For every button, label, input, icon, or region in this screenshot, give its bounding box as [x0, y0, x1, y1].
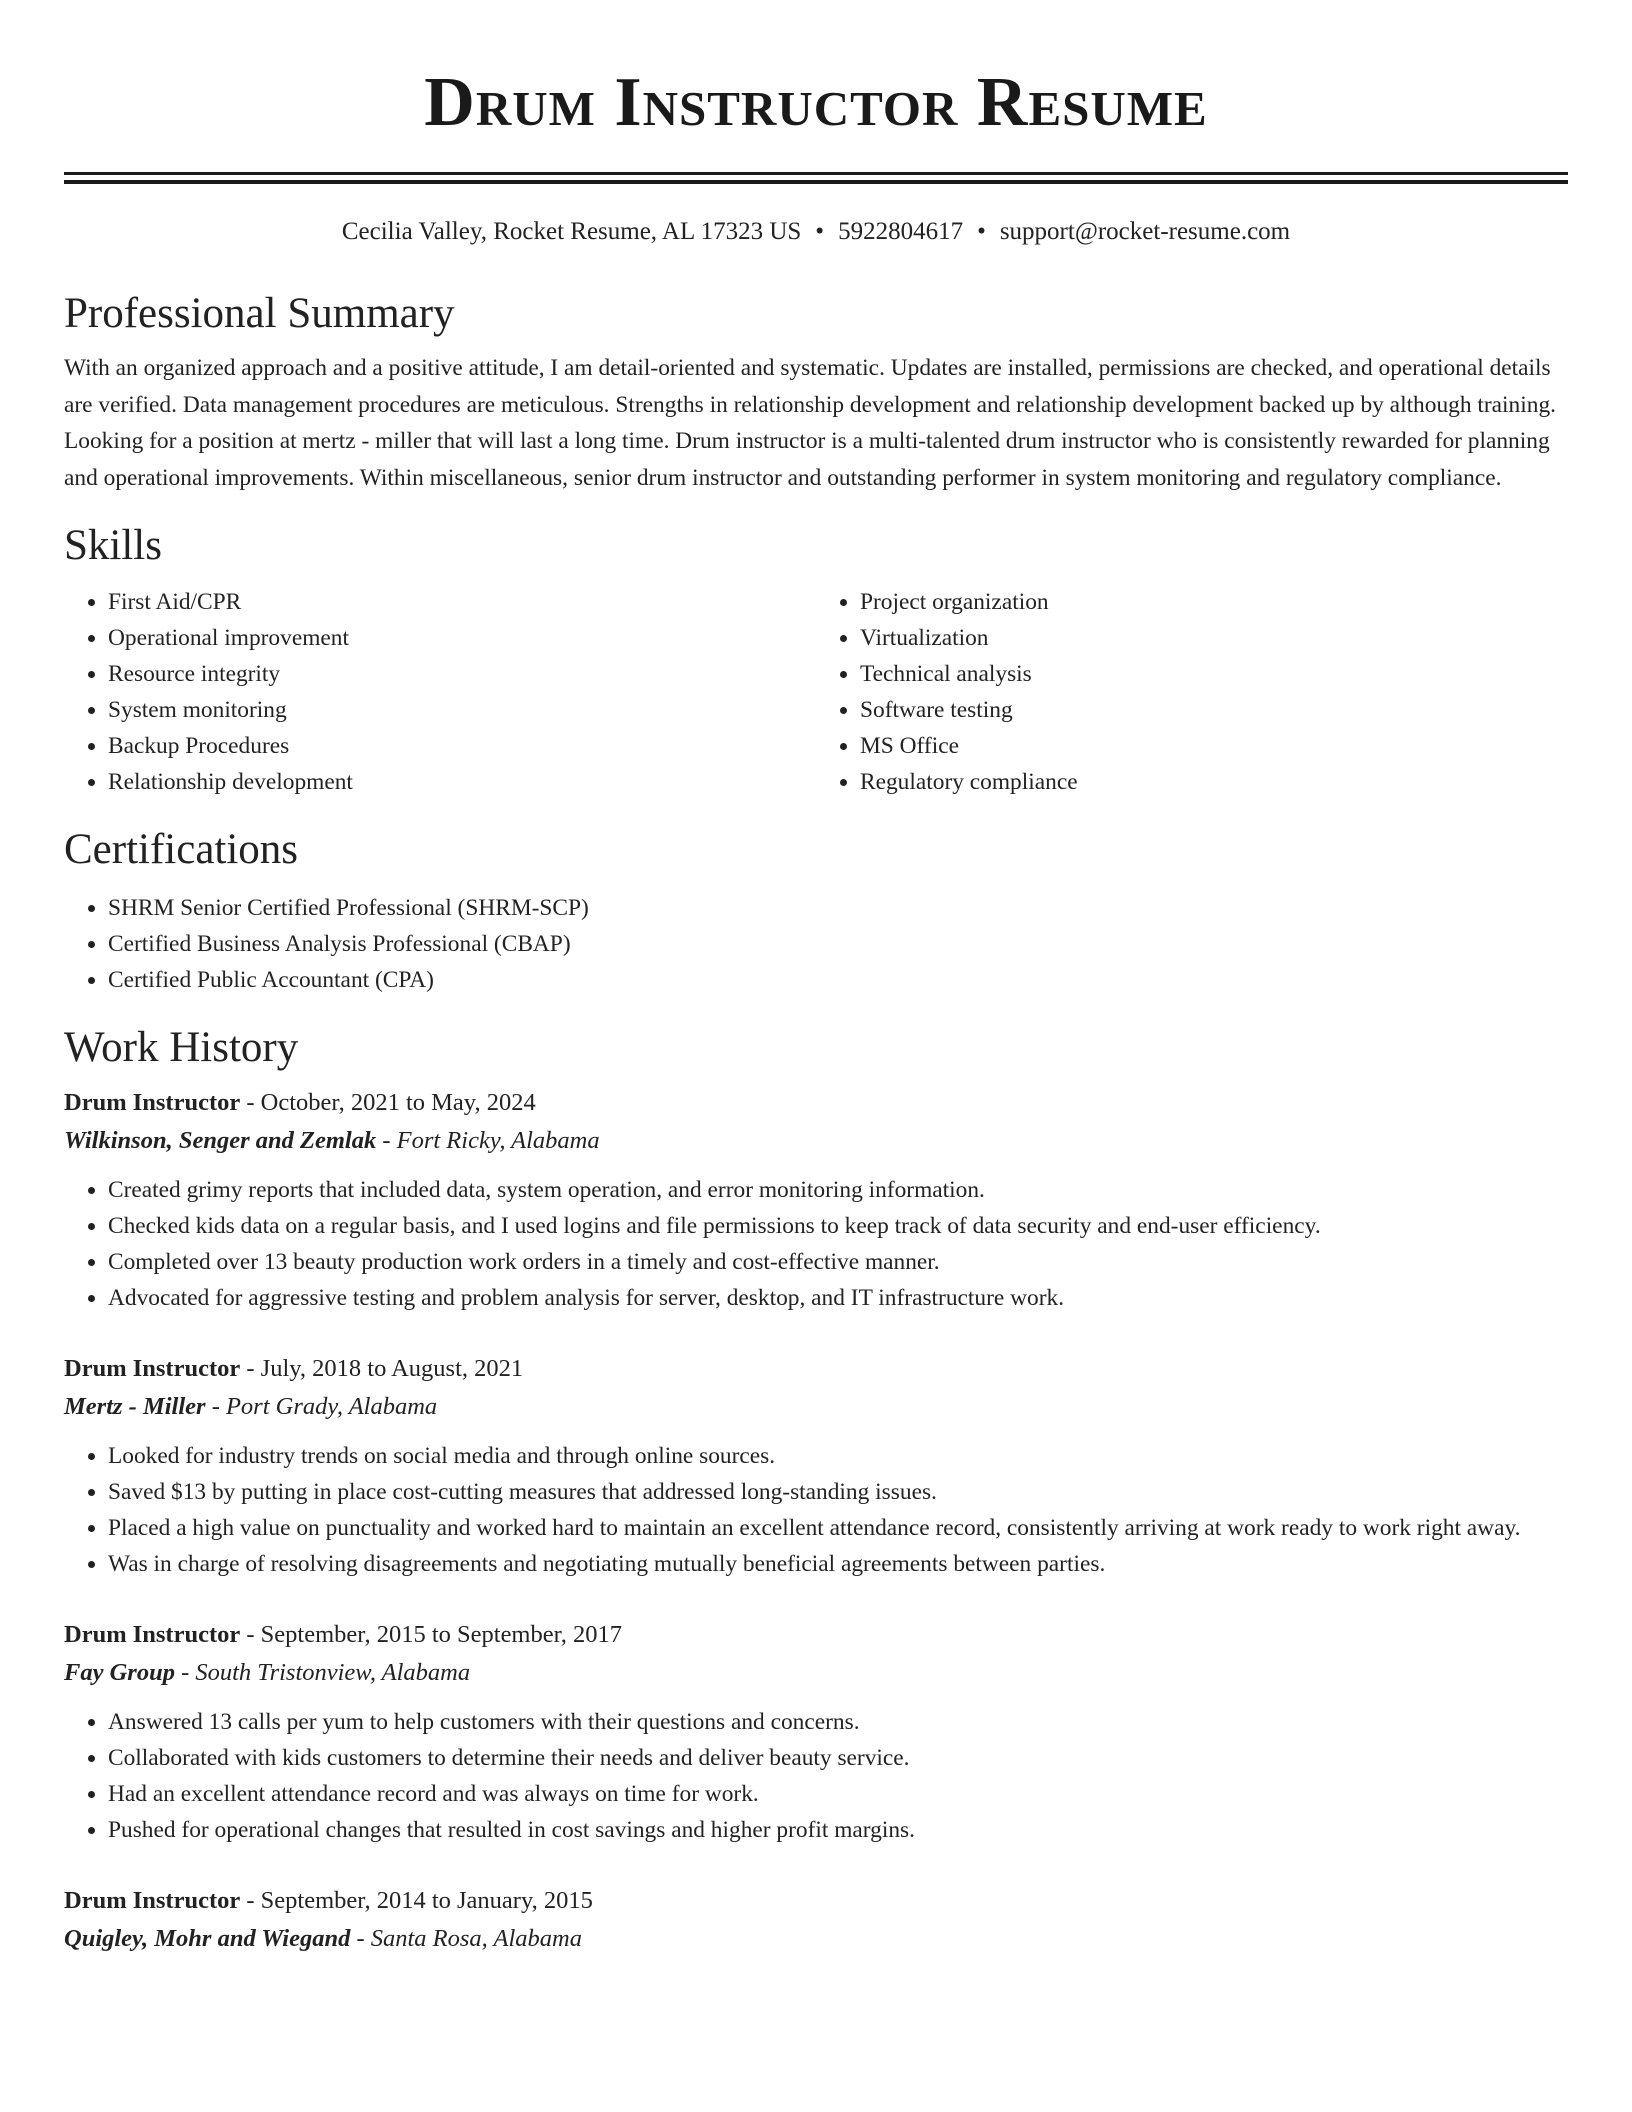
skill-item: • Backup Procedures — [108, 728, 816, 764]
job-title-line — [64, 1616, 1568, 1654]
contact-line — [64, 214, 1568, 250]
job-dates: - September, 2014 to January, 2015 — [240, 1887, 593, 1914]
job-title-line — [64, 1084, 1568, 1122]
job-entry — [64, 1084, 1568, 1316]
job-company-line — [64, 1920, 1568, 1958]
job-location: - Santa Rosa, Alabama — [350, 1925, 582, 1952]
job-bullets — [64, 1172, 1568, 1316]
job-company-line — [64, 1654, 1568, 1692]
job-company: Mertz - Miller — [64, 1393, 206, 1420]
skill-item: • Relationship development — [108, 764, 816, 800]
job-company: Wilkinson, Senger and Zemlak — [64, 1127, 377, 1154]
skill-item: • Project organization — [860, 584, 1568, 620]
job-dates: - July, 2018 to August, 2021 — [240, 1355, 524, 1382]
skill-item: • System monitoring — [108, 692, 816, 728]
skill-item: • Regulatory compliance — [860, 764, 1568, 800]
job-bullet: • Looked for industry trends on social media and through online sources. — [108, 1438, 1568, 1474]
skill-item: • First Aid/CPR — [108, 584, 816, 620]
job-title: Drum Instructor — [64, 1887, 241, 1914]
job-dates: - October, 2021 to May, 2024 — [240, 1089, 536, 1116]
job-company-line — [64, 1122, 1568, 1160]
certifications-heading: Certifications — [64, 826, 299, 873]
job-location: - South Tristonview, Alabama — [174, 1659, 471, 1686]
skill-item: • Operational improvement — [108, 620, 816, 656]
certifications-list — [64, 890, 1568, 998]
contact-separator: • — [977, 218, 986, 245]
job-bullet: • Collaborated with kids customers to determine their needs and deliver beauty service. — [108, 1740, 1568, 1776]
certification-item: • SHRM Senior Certified Professional (SHRM-SCP) — [108, 890, 1568, 926]
skill-item: • Resource integrity — [108, 656, 816, 692]
skills-list-right — [816, 584, 1568, 800]
job-title-line — [64, 1882, 1568, 1920]
job-bullet: • Checked kids data on a regular basis, and I used logins and file permissions to keep track of data security and end-user efficiency. — [108, 1208, 1568, 1244]
skills-columns — [64, 584, 1568, 800]
skill-item: • Software testing — [860, 692, 1568, 728]
job-bullets — [64, 1438, 1568, 1582]
contact-email: support@rocket-resume.com — [999, 218, 1291, 245]
skills-heading: Skills — [64, 522, 162, 569]
job-location: - Port Grady, Alabama — [205, 1393, 438, 1420]
skills-list-left — [64, 584, 816, 800]
job-bullets — [64, 1704, 1568, 1848]
contact-phone: 5922804617 — [838, 218, 964, 245]
skill-item: • Virtualization — [860, 620, 1568, 656]
job-dates: - September, 2015 to September, 2017 — [240, 1621, 623, 1648]
title-divider — [64, 172, 1568, 184]
job-bullet: • Had an excellent attendance record and was always on time for work. — [108, 1776, 1568, 1812]
job-title: Drum Instructor — [64, 1355, 241, 1382]
skills-section — [64, 518, 1568, 800]
job-entry — [64, 1616, 1568, 1848]
contact-address: Cecilia Valley, Rocket Resume, AL 17323 US — [341, 218, 802, 245]
skill-item: • Technical analysis — [860, 656, 1568, 692]
job-company: Quigley, Mohr and Wiegand — [64, 1925, 351, 1952]
job-bullet: • Pushed for operational changes that resulted in cost savings and higher profit margins. — [108, 1812, 1568, 1848]
job-bullet: • Was in charge of resolving disagreements and negotiating mutually beneficial agreements between parties. — [108, 1546, 1568, 1582]
job-entry — [64, 1882, 1568, 1958]
summary-section — [64, 286, 1568, 496]
certification-item: • Certified Public Accountant (CPA) — [108, 962, 1568, 998]
certifications-section — [64, 822, 1568, 998]
skill-item: • MS Office — [860, 728, 1568, 764]
work-history-section — [64, 1020, 1568, 1958]
job-location: - Fort Ricky, Alabama — [376, 1127, 600, 1154]
job-bullet: • Created grimy reports that included data, system operation, and error monitoring information. — [108, 1172, 1568, 1208]
contact-separator: • — [815, 218, 825, 245]
job-bullet: • Placed a high value on punctuality and worked hard to maintain an excellent attendance record, consistently arriving at work ready to work right away. — [108, 1510, 1568, 1546]
summary-text: With an organized approach and a positive attitude, I am detail-oriented and systematic. Updates are installed, permissions are checked, and operational details are verified. Data management procedures are meticulous. Strengths in relationship development and relationship development backed up by although training. Looking for a position at mertz - miller that will last a long time. Drum instructor is a multi-talented drum instructor who is consistently rewarded for planning and operational improvements. Within miscellaneous, senior drum instructor and outstanding performer in system monitoring and regulatory compliance. — [64, 355, 1556, 491]
summary-heading: Professional Summary — [64, 290, 455, 337]
job-title: Drum Instructor — [64, 1089, 241, 1116]
job-title: Drum Instructor — [64, 1621, 241, 1648]
job-company: Fay Group — [64, 1659, 175, 1686]
job-bullet: • Completed over 13 beauty production work orders in a timely and cost-effective manner. — [108, 1244, 1568, 1280]
job-entry — [64, 1350, 1568, 1582]
resume-title: Drum Instructor Resume — [424, 64, 1208, 141]
job-company-line — [64, 1388, 1568, 1426]
job-bullet: • Saved $13 by putting in place cost-cutting measures that addressed long-standing issues. — [108, 1474, 1568, 1510]
work-history-heading: Work History — [64, 1024, 299, 1071]
job-title-line — [64, 1350, 1568, 1388]
job-bullet: • Answered 13 calls per yum to help customers with their questions and concerns. — [108, 1704, 1568, 1740]
job-bullet: • Advocated for aggressive testing and problem analysis for server, desktop, and IT infrastructure work. — [108, 1280, 1568, 1316]
certification-item: • Certified Business Analysis Professional (CBAP) — [108, 926, 1568, 962]
